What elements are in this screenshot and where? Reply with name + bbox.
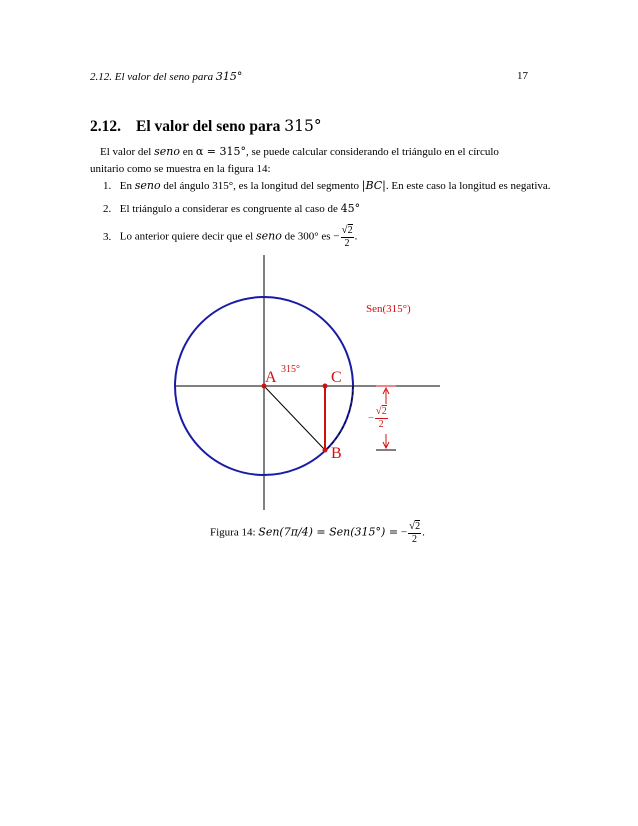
sen-315-label: Sen(315°) — [366, 303, 411, 315]
page-number: 17 — [517, 70, 528, 82]
segment-bc: |BC| — [361, 179, 386, 192]
list-item: 3. Lo anterior quiere decir que el seno de 300° es − √ 2 2 . — [103, 224, 358, 249]
section-title-value: 315° — [284, 117, 322, 135]
point-b-label: B — [331, 445, 342, 462]
list-item: 1. En seno del ángulo 315°, es la longitud del segmento |BC|. En este caso la longitud es negativa. — [103, 179, 551, 192]
point-c-label: C — [331, 369, 342, 386]
angle-label: 315° — [281, 364, 300, 375]
section-title-text: El valor del seno para — [136, 118, 281, 135]
intro-paragraph: El valor del seno en α = 315°, se puede calcular considerando el triángulo en el círculo unitario como se muestra en la figura 14: — [90, 145, 499, 175]
arc-dashed — [327, 386, 353, 449]
running-title: 2.12. El valor del seno para 315° — [90, 70, 243, 83]
section-number: 2.12. — [90, 118, 121, 135]
figure-caption: Figura 14: Sen(7π/4) = Sen(315°) = − √ 2 2 . — [210, 520, 425, 545]
alpha-equation: α = 315° — [195, 145, 246, 158]
point-b-dot — [323, 448, 328, 453]
length-label: − √ 2 2 — [368, 405, 387, 430]
point-c-dot — [323, 384, 328, 389]
radius-segment — [264, 386, 325, 450]
fraction-sqrt2-over-2: √ 2 2 — [341, 224, 353, 249]
point-a-label: A — [265, 369, 277, 386]
seno-term: seno — [154, 145, 180, 158]
list-item: 2. El triángulo a considerar es congruente al caso de 45° — [103, 202, 361, 215]
